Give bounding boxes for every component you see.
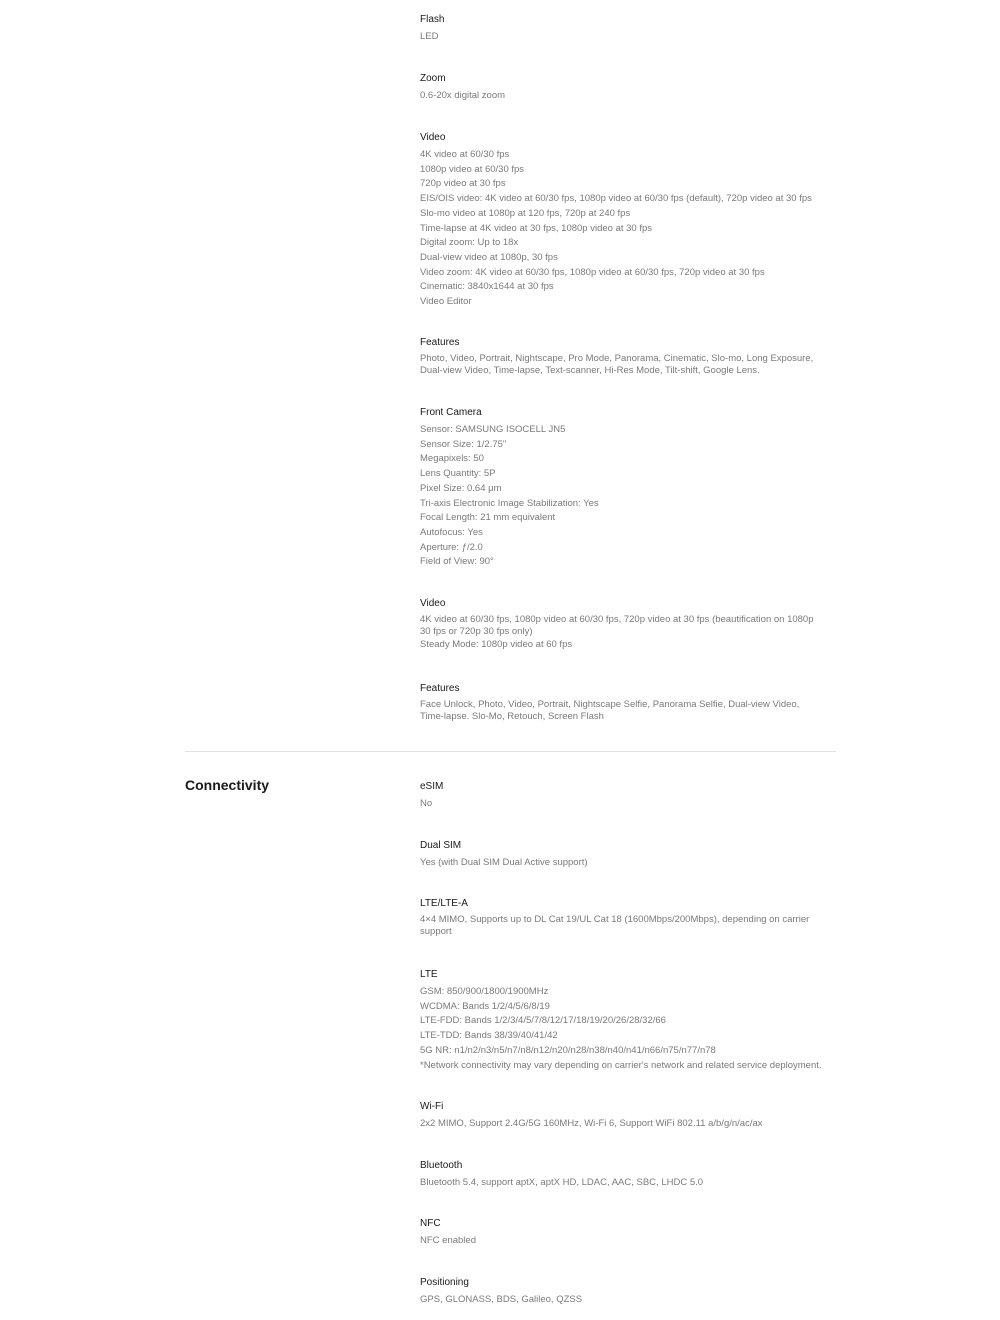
spec-title: Zoom	[420, 73, 446, 84]
spec-value: LTE-TDD: Bands 38/39/40/41/42	[420, 1030, 558, 1042]
spec-title: Video	[420, 132, 446, 143]
spec-title: Wi-Fi	[420, 1101, 444, 1112]
spec-value: Lens Quantity: 5P	[420, 468, 496, 480]
spec-lte-a	[420, 897, 815, 938]
spec-nfc	[420, 1217, 820, 1249]
spec-value: Field of View: 90°	[420, 556, 494, 568]
spec-title: Bluetooth	[420, 1160, 463, 1171]
spec-value: Yes (with Dual SIM Dual Active support)	[420, 857, 588, 868]
spec-value: 0.6-20x digital zoom	[420, 90, 506, 101]
spec-value: Bluetooth 5.4, support aptX, aptX HD, LDAC, AAC, SBC, LHDC 5.0	[420, 1177, 704, 1188]
spec-video	[420, 131, 830, 310]
spec-value: 2x2 MIMO, Support 2.4G/5G 160MHz, Wi-Fi 6, Support WiFi 802.11 a/b/g/n/ac/ax	[420, 1118, 763, 1129]
spec-value: GPS, GLONASS, BDS, Galileo, QZSS	[420, 1294, 583, 1305]
spec-value: Digital zoom: Up to 18x	[420, 237, 519, 249]
spec-value: Dual-view video at 1080p, 30 fps	[420, 251, 558, 263]
spec-title: LTE	[420, 969, 438, 980]
spec-value: 4K video at 60/30 fps, 1080p video at 60/30 fps, 720p video at 30 fps (beautification on 1080p 30 fps or 720p 30 fps only)	[420, 614, 814, 637]
spec-value: 4×4 MIMO, Supports up to DL Cat 19/UL Cat 18 (1600Mbps/200Mbps), depending on carrier support	[420, 914, 810, 937]
spec-bluetooth	[420, 1159, 820, 1191]
spec-value: Tri-axis Electronic Image Stabilization: Yes	[420, 497, 599, 509]
spec-value: Video Editor	[420, 296, 472, 308]
spec-title: NFC	[420, 1218, 441, 1229]
spec-value: Sensor: SAMSUNG ISOCELL JN5	[420, 424, 566, 435]
spec-value: WCDMA: Bands 1/2/4/5/6/8/19	[420, 1000, 550, 1012]
spec-value: Photo, Video, Portrait, Nightscape, Pro Mode, Panorama, Cinematic, Slo-mo, Long Exposure, Dual-view Video, Time-lapse, Text-scanner, Hi-Res Mode, Tilt-shift, Google Lens.	[420, 353, 814, 376]
section-heading-connectivity: Connectivity	[185, 777, 270, 793]
spec-title: Front Camera	[420, 407, 482, 418]
spec-title: LTE/LTE-A	[420, 898, 468, 909]
spec-value: No	[420, 798, 433, 809]
spec-front-video	[420, 597, 815, 653]
spec-front-camera	[420, 406, 820, 570]
spec-title: Dual SIM	[420, 840, 462, 851]
spec-value: Aperture: ƒ/2.0	[420, 541, 483, 553]
spec-front-features	[420, 682, 815, 723]
spec-title: eSIM	[420, 781, 444, 792]
spec-value: 4K video at 60/30 fps	[420, 149, 510, 160]
spec-flash	[420, 13, 820, 45]
spec-wifi	[420, 1100, 820, 1132]
spec-value: GSM: 850/900/1800/1900MHz	[420, 986, 549, 997]
spec-value: Slo-mo video at 1080p at 120 fps, 720p at 240 fps	[420, 207, 631, 219]
spec-value: Cinematic: 3840x1644 at 30 fps	[420, 281, 554, 293]
spec-value: Autofocus: Yes	[420, 526, 483, 538]
spec-value: Sensor Size: 1/2.75"	[420, 438, 507, 450]
spec-value: EIS/OIS video: 4K video at 60/30 fps, 1080p video at 60/30 fps (default), 720p video at 30 fps	[420, 193, 812, 205]
spec-title: Positioning	[420, 1277, 469, 1288]
spec-value: Time-lapse at 4K video at 30 fps, 1080p video at 30 fps	[420, 222, 653, 234]
spec-title: Features	[420, 337, 460, 348]
spec-value: NFC enabled	[420, 1235, 476, 1246]
spec-value: LTE-FDD: Bands 1/2/3/4/5/7/8/12/17/18/19/20/26/28/32/66	[420, 1015, 666, 1027]
spec-value: 1080p video at 60/30 fps	[420, 163, 525, 175]
spec-zoom	[420, 72, 820, 104]
section-divider	[185, 751, 836, 752]
spec-features	[420, 336, 815, 377]
spec-esim	[420, 780, 820, 812]
spec-value: LED	[420, 31, 439, 42]
spec-title: Flash	[420, 14, 445, 25]
spec-value: Video zoom: 4K video at 60/30 fps, 1080p video at 60/30 fps, 720p video at 30 fps	[420, 266, 765, 278]
spec-value: Steady Mode: 1080p video at 60 fps	[420, 639, 573, 650]
spec-value: Face Unlock, Photo, Video, Portrait, Nightscape Selfie, Panorama Selfie, Dual-view Video, Time-lapse. Slo-Mo, Retouch, Screen Flash	[420, 699, 800, 722]
spec-value: 720p video at 30 fps	[420, 178, 506, 190]
spec-title: Video	[420, 598, 446, 609]
spec-dual-sim	[420, 839, 820, 871]
spec-title: Features	[420, 683, 460, 694]
spec-value: Megapixels: 50	[420, 453, 484, 465]
spec-value: Focal Length: 21 mm equivalent	[420, 512, 556, 524]
spec-positioning	[420, 1276, 820, 1308]
spec-value: 5G NR: n1/n2/n3/n5/n7/n8/n12/n20/n28/n38/n40/n41/n66/n75/n77/n78	[420, 1044, 716, 1056]
spec-value: Pixel Size: 0.64 μm	[420, 482, 502, 494]
spec-value: *Network connectivity may vary depending on carrier's network and related service deployment.	[420, 1059, 822, 1071]
spec-lte	[420, 968, 830, 1073]
